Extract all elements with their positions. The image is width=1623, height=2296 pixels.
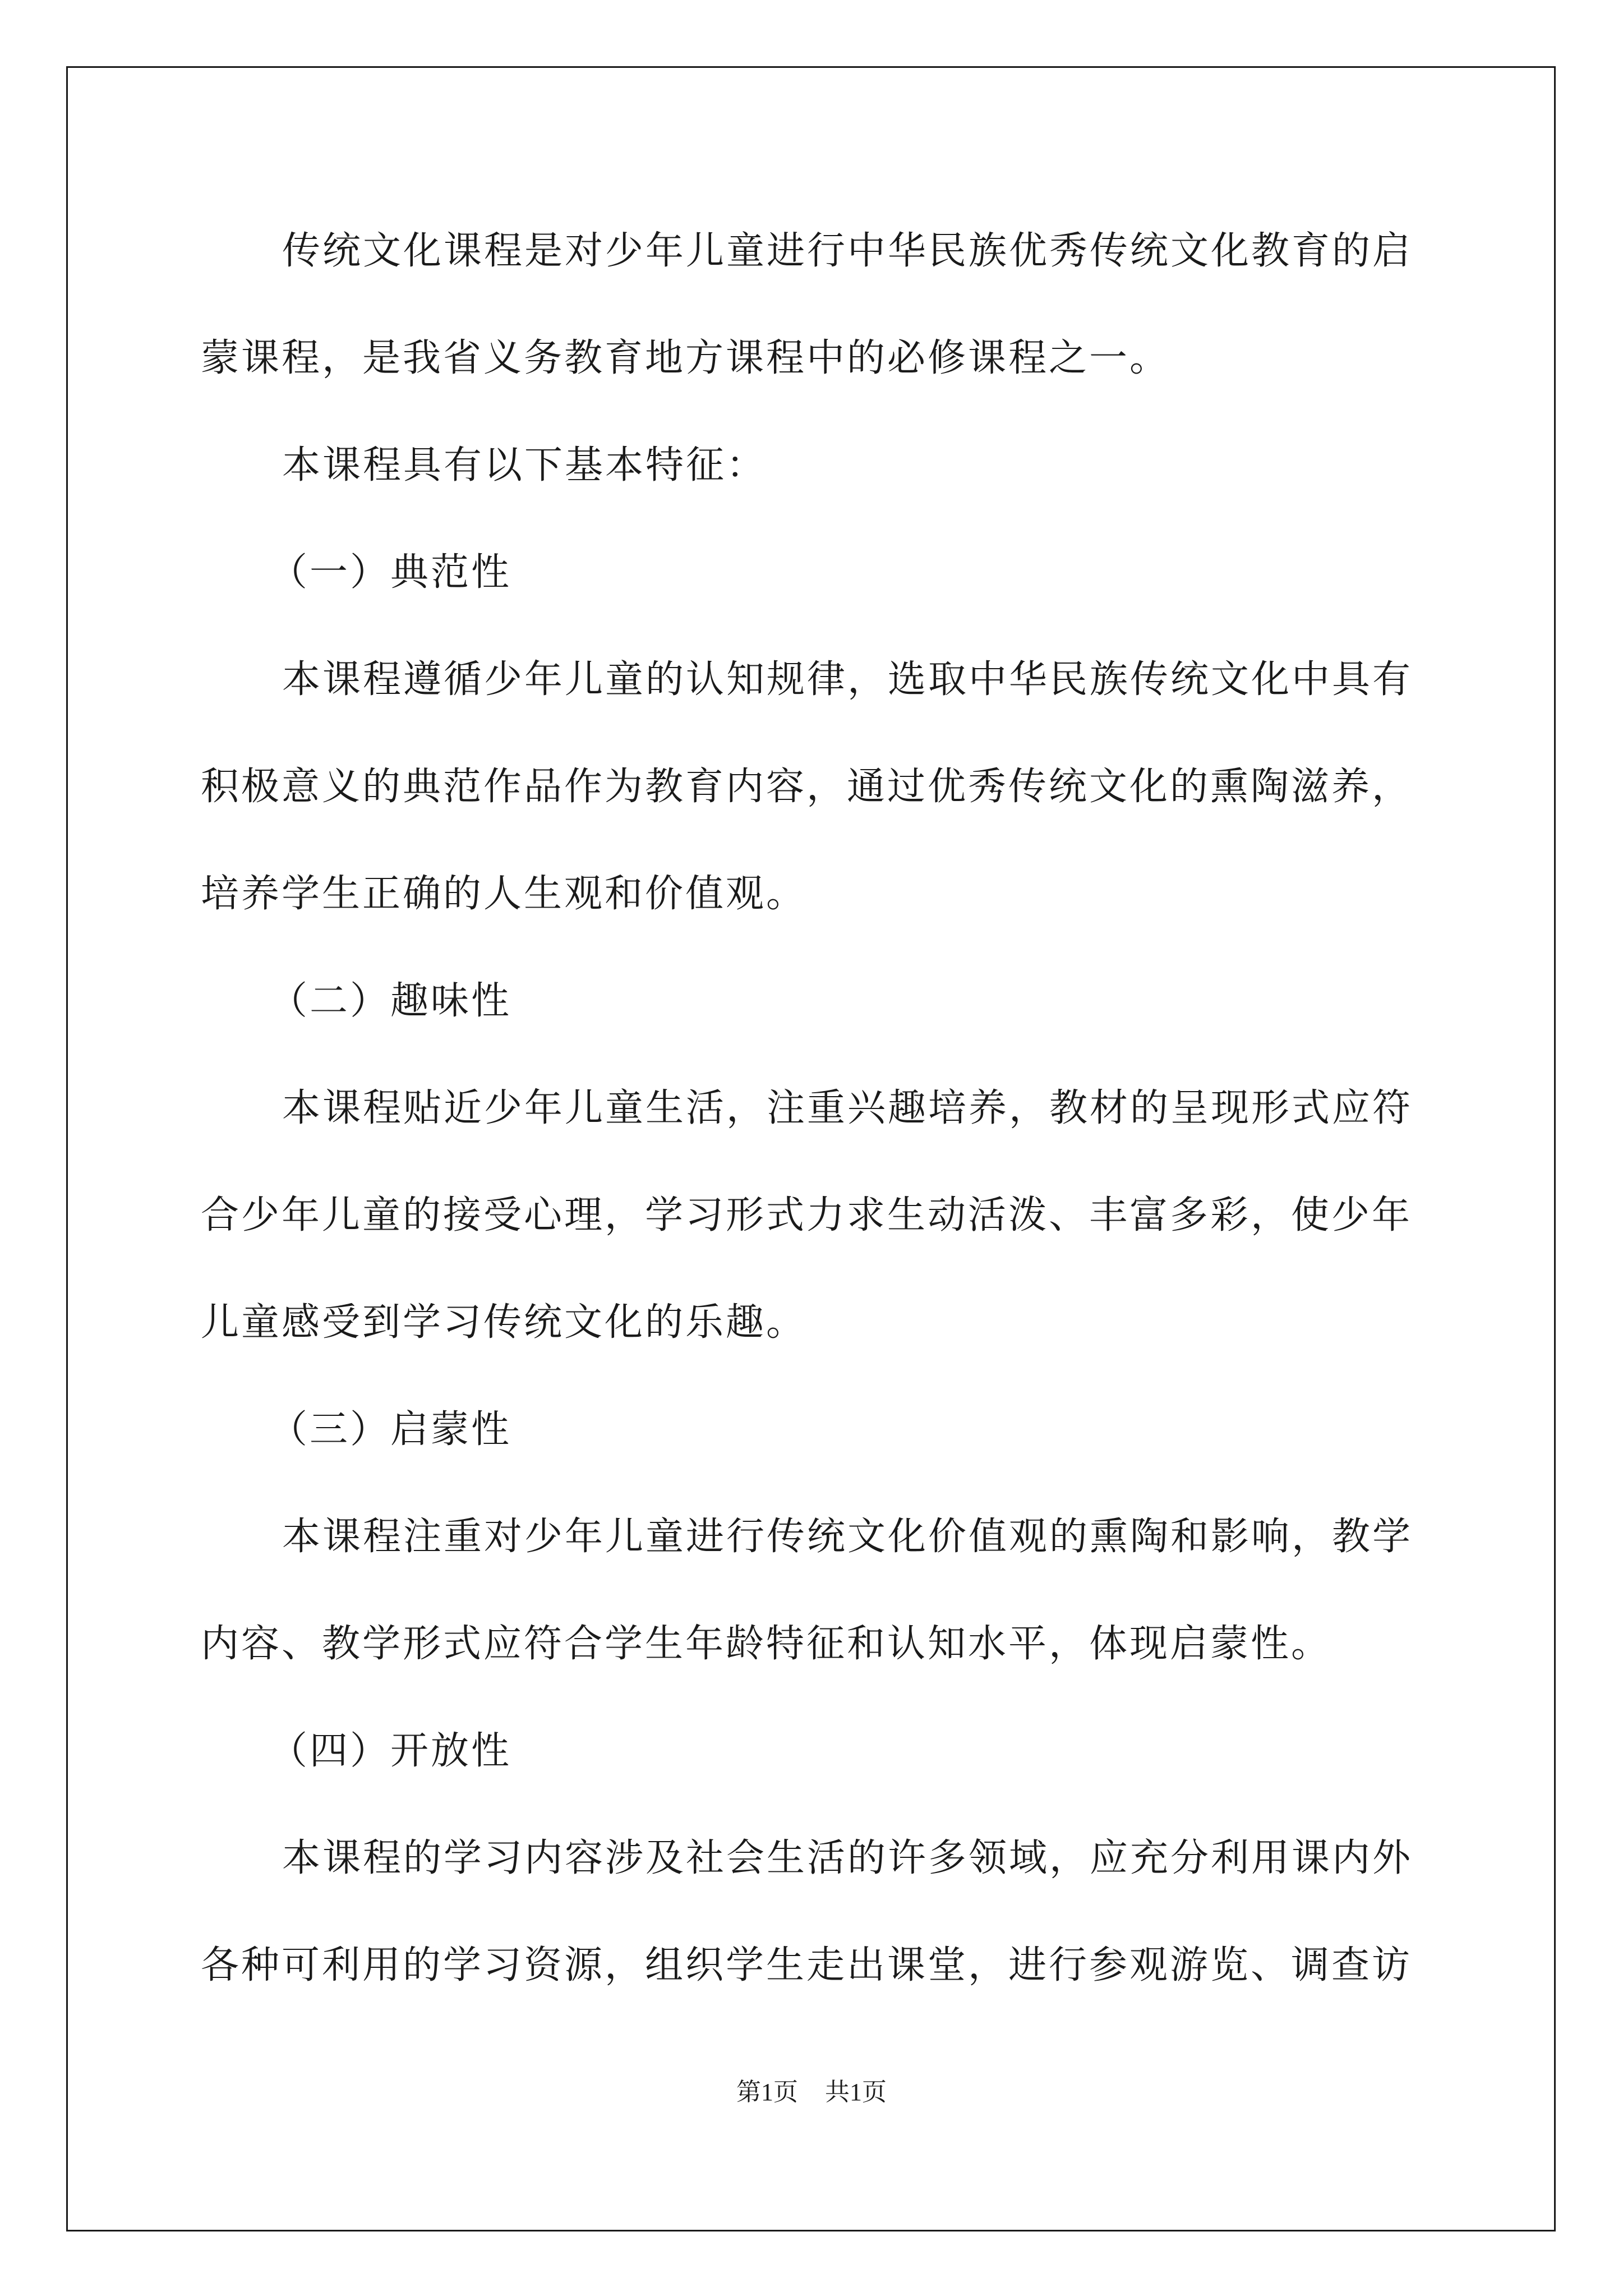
document-body — [201, 212, 1435, 2033]
paragraph-intro-line-1: 传统文化课程是对少年儿童进行中华民族优秀传统文化教育的启 — [282, 229, 1413, 273]
paragraph-intro-line-2: 蒙课程，是我省义务教育地方课程中的必修课程之一。 — [201, 336, 1170, 380]
section-heading-1: （一）典范性 — [269, 550, 512, 595]
section-heading-4: （四）开放性 — [269, 1729, 512, 1773]
paragraph-features-lead: 本课程具有以下基本特征： — [282, 443, 767, 487]
paragraph-2-line-1: 本课程贴近少年儿童生活，注重兴趣培养，教材的呈现形式应符 — [282, 1086, 1413, 1130]
paragraph-4-line-2: 各种可利用的学习资源，组织学生走出课堂，进行参观游览、调查访 — [201, 1943, 1413, 1987]
paragraph-4-line-1: 本课程的学习内容涉及社会生活的许多领域，应充分利用课内外 — [282, 1836, 1413, 1880]
section-heading-3: （三）启蒙性 — [269, 1407, 512, 1452]
paragraph-1-line-3: 培养学生正确的人生观和价值观。 — [201, 872, 807, 916]
section-heading-2: （二）趣味性 — [269, 979, 512, 1023]
paragraph-1-line-2: 积极意义的典范作品作为教育内容，通过优秀传统文化的熏陶滋养， — [201, 765, 1413, 809]
paragraph-3-line-2: 内容、教学形式应符合学生年龄特征和认知水平，体现启蒙性。 — [201, 1622, 1332, 1666]
page-number: 第1页 — [736, 2078, 798, 2106]
paragraph-2-line-3: 儿童感受到学习传统文化的乐趣。 — [201, 1300, 807, 1345]
paragraph-2-line-2: 合少年儿童的接受心理，学习形式力求生动活泼、丰富多彩，使少年 — [201, 1193, 1413, 1237]
page-footer — [0, 2076, 1623, 2109]
paragraph-1-line-1: 本课程遵循少年儿童的认知规律，选取中华民族传统文化中具有 — [282, 657, 1413, 702]
paragraph-3-line-1: 本课程注重对少年儿童进行传统文化价值观的熏陶和影响，教学 — [282, 1515, 1413, 1559]
page-total: 共1页 — [825, 2078, 887, 2106]
